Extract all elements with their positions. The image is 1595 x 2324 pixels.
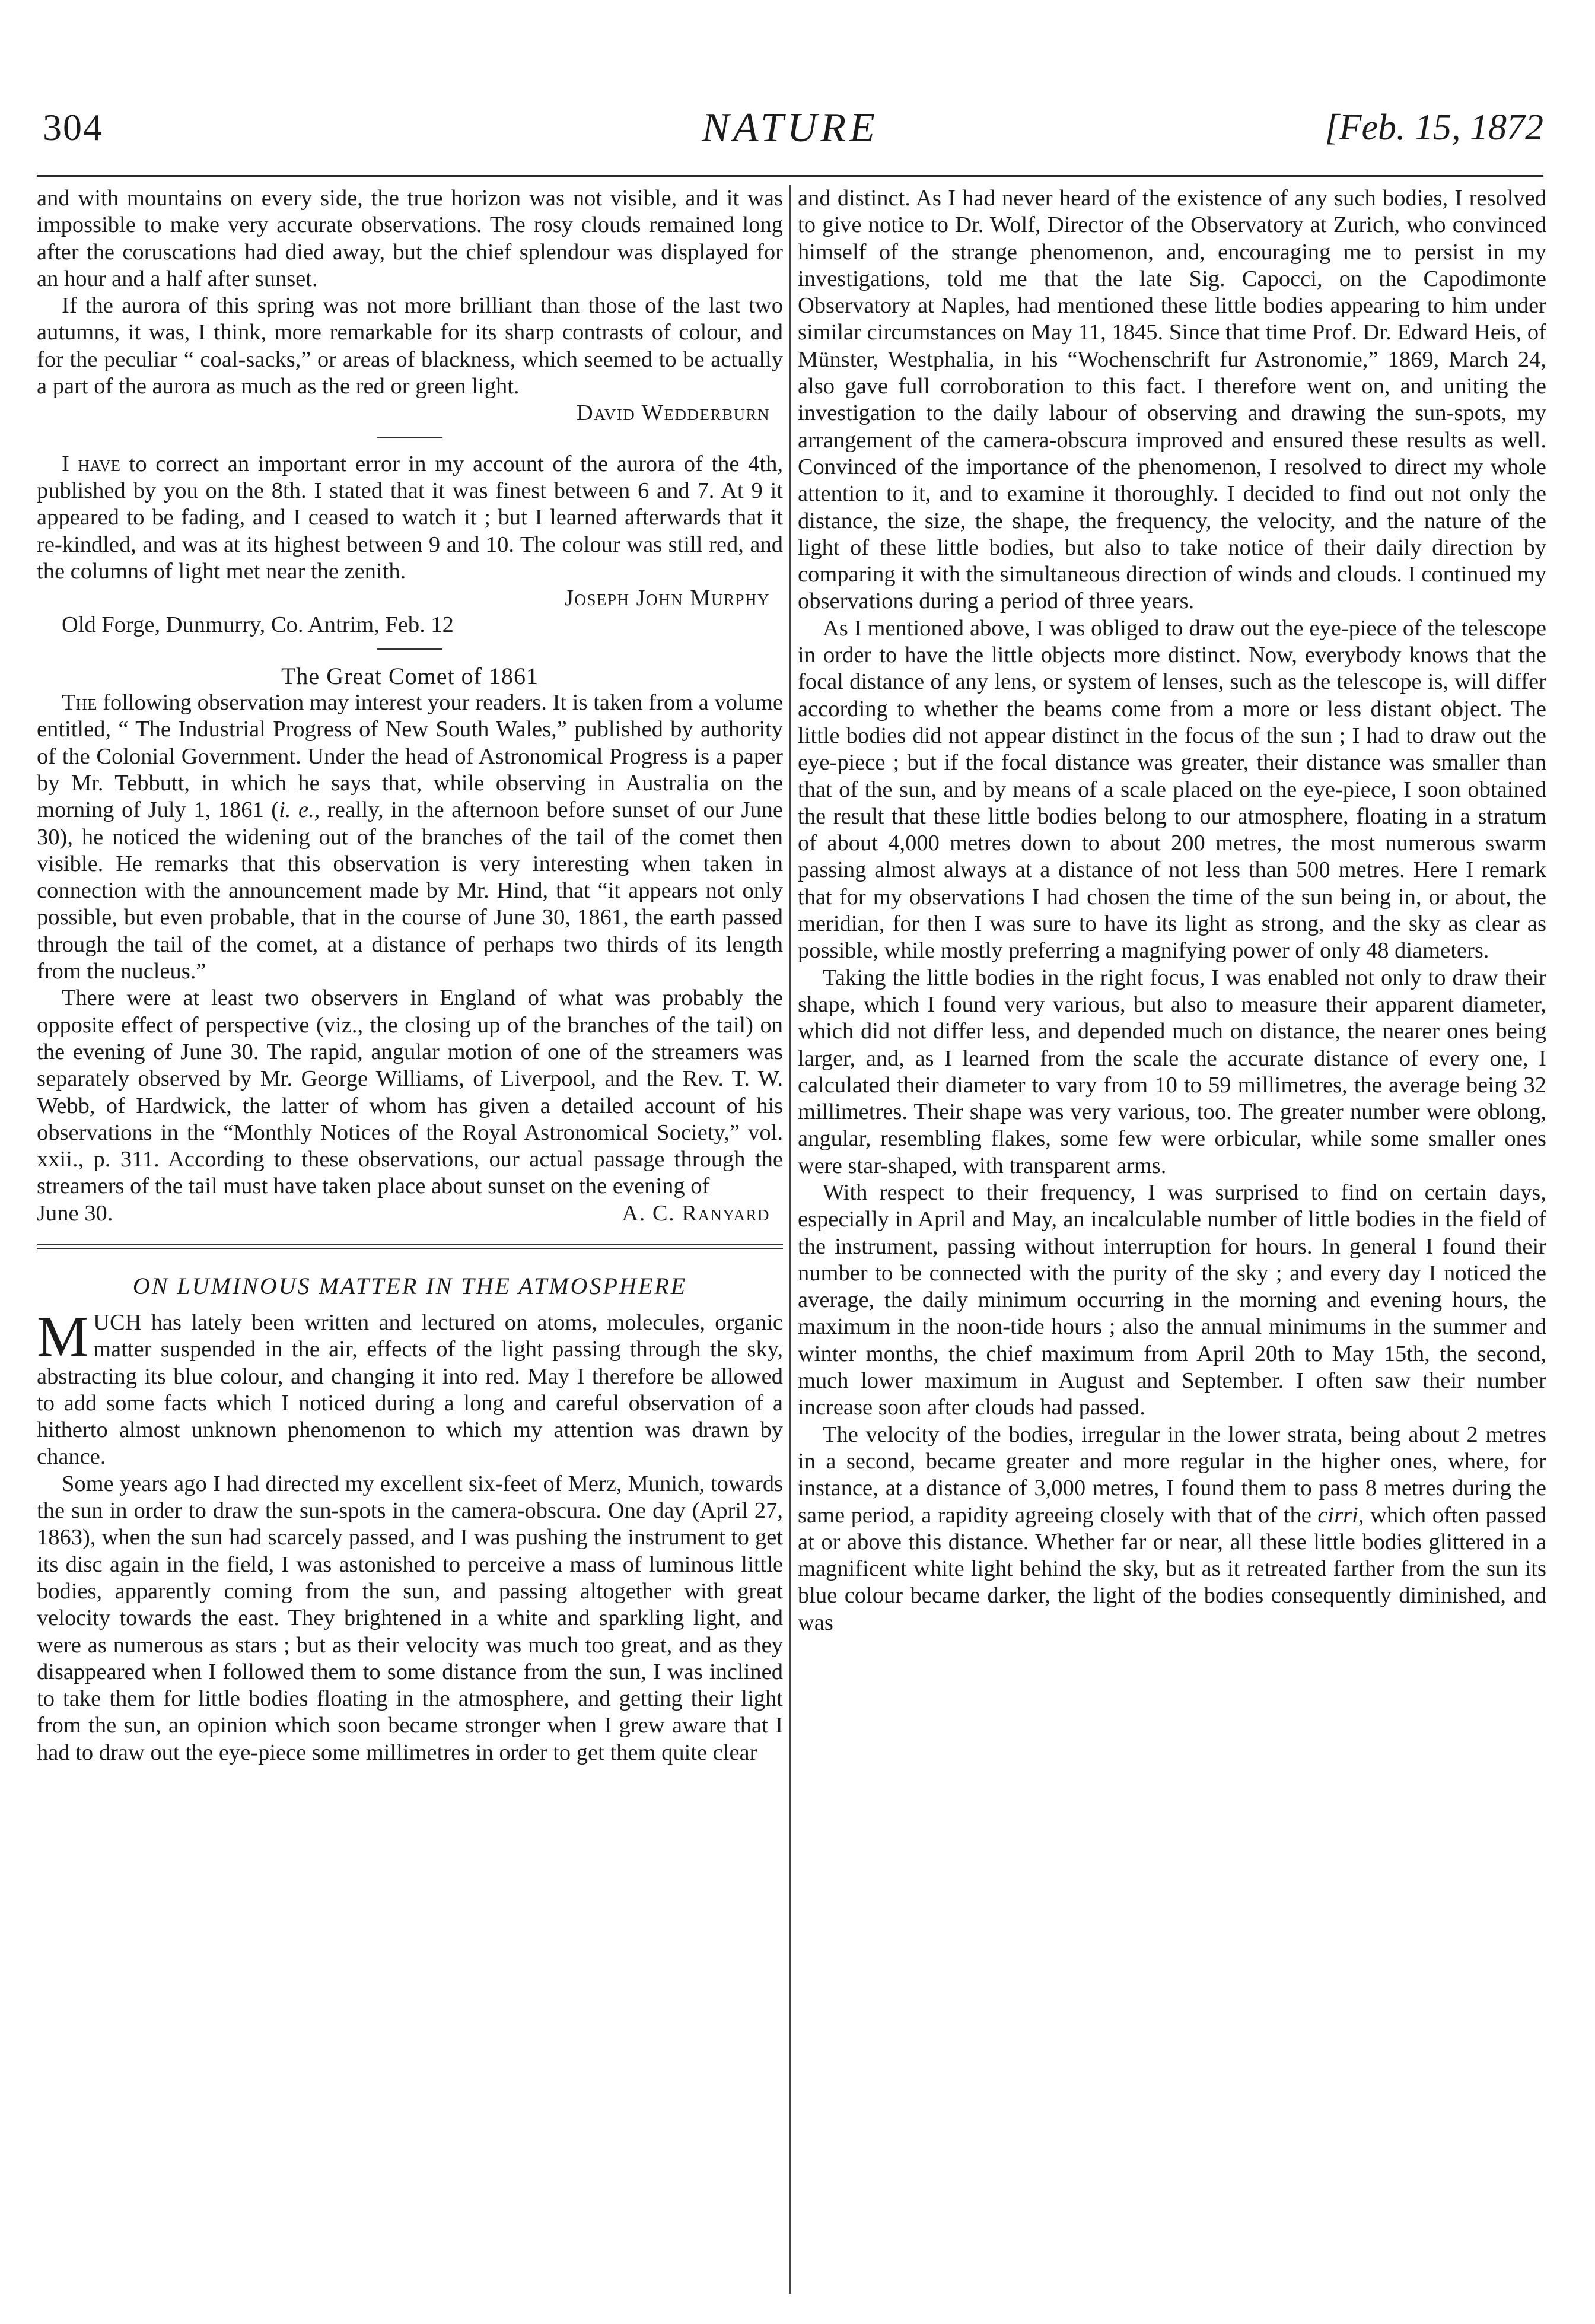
paragraph: As I mentioned above, I was obliged to draw out the eye-piece of the telescope in order to have the little objects more distinct. Now, everybody knows that the focal distance of any lens, or system of lenses, such as the telescope is, will differ according to whether the beams come from a more or less distant object. The little bodies did not appear distinct in the focus of the sun ; I had to draw out the eye-piece ; but if the focal distance was greater, their distance was smaller than that of the sun, and by means of a scale placed on the eye-piece, I soon obtained the result that these little bodies belong to our atmosphere, floating in a stratum of about 4,000 metres down to about 200 metres, the most numerous swarm passing almost always at a distance of not less than 500 metres. Here I remark that for my observations I had chosen the time of the sun being in, or about, the meridian, for then I was sure to have its light as strong, and the sky as clear as possible, while mostly preferring a magnifying power of only 48 diameters. xyxy=(798,615,1546,964)
italic-abbrev: i. e. xyxy=(279,797,314,823)
paragraph xyxy=(37,451,783,585)
dateline: June 30. xyxy=(37,1200,113,1226)
paragraph-text: , which often passed at or above this distance. Whether far or near, all these little bodies glittered in a magnificent white light behind the sky, but as it retreated farther from the sun its blue colour became darker, the light of the bodies consequently diminished, and was xyxy=(798,1502,1546,1635)
paragraph xyxy=(37,689,783,985)
paragraph: Some years ago I had directed my excellent six-feet of Merz, Munich, towards the sun in order to draw the sun-spots in the camera-obscura. One day (April 27, 1863), when the sun had scarcely passed, and I was pushing the instrument to get its disc again in the field, I was astonished to perceive a mass of luminous little bodies, apparently coming from the sun, and passing altogether with great velocity towards the east. They brightened in a white and sparkling light, and were as numerous as stars ; but as their velocity was much too great, and as they disappeared when I followed them to some distance from the sun, I was inclined to take them for little bodies floating in the atmosphere, and getting their light from the sun, an opinion which soon became stronger when I grew aware that I had to draw out the eye-piece some millimetres in order to get them quite clear xyxy=(37,1471,783,1765)
paragraph-text: following observation may interest your readers. It is taken from a volume entitled, “ The Industrial Progress of New South Wales,” published by authority of the Colonial Government. Under the head of Astronomical Progress is a paper by Mr. Tebbutt, in which he says that, while observing in Australia on the morning of July 1, 1861 ( xyxy=(37,690,783,823)
signature-ranyard: A. C. Ranyard xyxy=(622,1200,770,1226)
double-divider xyxy=(37,1244,783,1249)
signature-ranyard-line xyxy=(37,1200,783,1227)
section-heading-comet: The Great Comet of 1861 xyxy=(281,662,539,689)
lead-in: The xyxy=(62,690,97,716)
lead-in: I have xyxy=(62,451,120,476)
paragraph xyxy=(37,1304,783,1471)
paragraph: and distinct. As I had never heard of the existence of any such bodies, I resolved to give notice to Dr. Wolf, Director of the Observatory at Zurich, who convinced himself of the strange phenomenon, and, encouraging me to persist in my investigations, told me that the late Sig. Capocci, on the Capodimonte Observatory at Naples, had mentioned these little bodies appearing to him under similar circumstances on May 11, 1845. Since that time Prof. Dr. Edward Heis, of Münster, Westphalia, in his “Wochenschrift fur Astronomie,” 1869, March 24, also gave full corroboration to this fact. I therefore went on, and uniting the investigation to the daily labour of observing and drawing the sun-spots, my arrangement of the camera-obscura improved and ensured these results as well. Convinced of the importance of the phenomenon, I resolved to direct my whole attention to it, and to examine it thoroughly. I decided to find out not only the distance, the size, the shape, the frequency, the velocity, and the nature of the light of these little bodies, but also to take notice of their daily direction by comparing it with the simultaneous direction of winds and clouds. I continued my observations during a period of three years. xyxy=(798,186,1546,614)
left-column xyxy=(37,185,783,1766)
italic-term: cirri xyxy=(1317,1502,1358,1528)
journal-title: NATURE xyxy=(702,105,878,151)
paragraph-text: UCH has lately been written and lectured on atoms, molecules, organic matter suspended in the air, effects of the light passing through the sky, abstracting its blue colour, and changing it into red. May I therefore be allowed to add some facts which I noticed during a long and careful observation of a hitherto almost unknown phenomenon to which my attention was drawn by chance. xyxy=(37,1309,783,1470)
issue-date: [Feb. 15, 1872 xyxy=(1325,107,1543,148)
paragraph: and with mountains on every side, the true horizon was not visible, and it was impossible to make very accurate observations. The rosy clouds remained long after the coruscations had died away, but the chief splendour was displayed for an hour and a half after sunset. xyxy=(37,186,783,291)
drop-cap: M xyxy=(37,1304,89,1369)
paragraph: With respect to their frequency, I was surprised to find on certain days, especially in April and May, an incalculable number of little bodies in the field of the instrument, passing without interruption for hours. In general I found their number to be connected with the purity of the sky ; and every day I noticed the average, the daily minimum occurring in the morning and evening hours, the maximum in the noon-tide hours ; also the annual minimums in the summer and winter months, the chief maximum from April 20th to May 15th, the second, much lower maximum in August and September. I often saw their number increase soon after clouds had passed. xyxy=(798,1180,1546,1420)
divider xyxy=(377,437,442,438)
paragraph xyxy=(798,1422,1546,1636)
signature-murphy: Joseph John Murphy xyxy=(565,586,770,611)
signature-wedderburn: David Wedderburn xyxy=(576,400,770,426)
paragraph: If the aurora of this spring was not more brilliant than those of the last two autumns, it was, I think, more remarkable for its sharp contrasts of colour, and for the peculiar “ coal-sacks,” or areas of blackness, which seemed to be actually a part of the aurora as much as the red or green light. xyxy=(37,293,783,399)
header-rule xyxy=(37,175,1543,177)
sender-address: Old Forge, Dunmurry, Co. Antrim, Feb. 12 xyxy=(62,612,454,638)
divider xyxy=(377,648,442,650)
paragraph: There were at least two observers in England of what was probably the opposite effect of perspective (viz., the closing up of the branches of the tail) on the evening of June 30. The rapid, angular motion of one of the streamers was separately observed by Mr. George Williams, of Liverpool, and the Rev. T. W. Webb, of Hardwick, the latter of whom has given a detailed account of his observations in the “Monthly Notices of the Royal Astronomical Society,” vol. xxii., p. 311. According to these observations, our actual passage through the streamers of the tail must have taken place about sunset on the evening of xyxy=(37,985,783,1199)
page-number: 304 xyxy=(43,106,103,148)
paragraph: Taking the little bodies in the right focus, I was enabled not only to draw their shape, which I found very various, but also to measure their apparent diameter, which did not differ less, and depended much on distance, the nearer ones being larger, and, as I learned from the scale the accurate distance of every one, I calculated their diameter to vary from 10 to 59 millimetres, the average being 32 millimetres. Their shape was very various, too. The greater number were oblong, angular, resembling flakes, some few were orbicular, while some smaller ones were star-shaped, with transparent arms. xyxy=(798,965,1546,1178)
column-divider xyxy=(789,185,791,2294)
right-column xyxy=(798,185,1546,1636)
article-title: ON LUMINOUS MATTER IN THE ATMOSPHERE xyxy=(132,1272,687,1299)
paragraph-text: The velocity of the bodies, irregular in the lower strata, being about 2 metres in a second, became greater and more regular in the higher ones, where, for instance, at a distance of 3,000 metres, I found them to pass 8 metres during the same period, a rapidity agreeing closely with that of the xyxy=(798,1422,1546,1528)
paragraph-text: to correct an important error in my account of the aurora of the 4th, published by you on the 8th. I stated that it was finest between 6 and 7. At 9 it appeared to be fading, and I ceased to watch it ; but I learned afterwards that it re-kindled, and was at its highest between 9 and 10. The colour was still red, and the columns of light met near the zenith. xyxy=(37,451,783,584)
paragraph-text: , really, in the afternoon before sunset of our June 30), he noticed the widening out of the branches of the tail of the comet then visible. He remarks that this observation is very interesting when taken in connection with the announcement made by Mr. Hind, that “it appears not only possible, but even probable, that in the course of June 30, 1861, the earth passed through the tail of the comet, at a distance of perhaps two thirds of its length from the nucleus.” xyxy=(37,797,783,984)
page-header xyxy=(37,100,1543,165)
